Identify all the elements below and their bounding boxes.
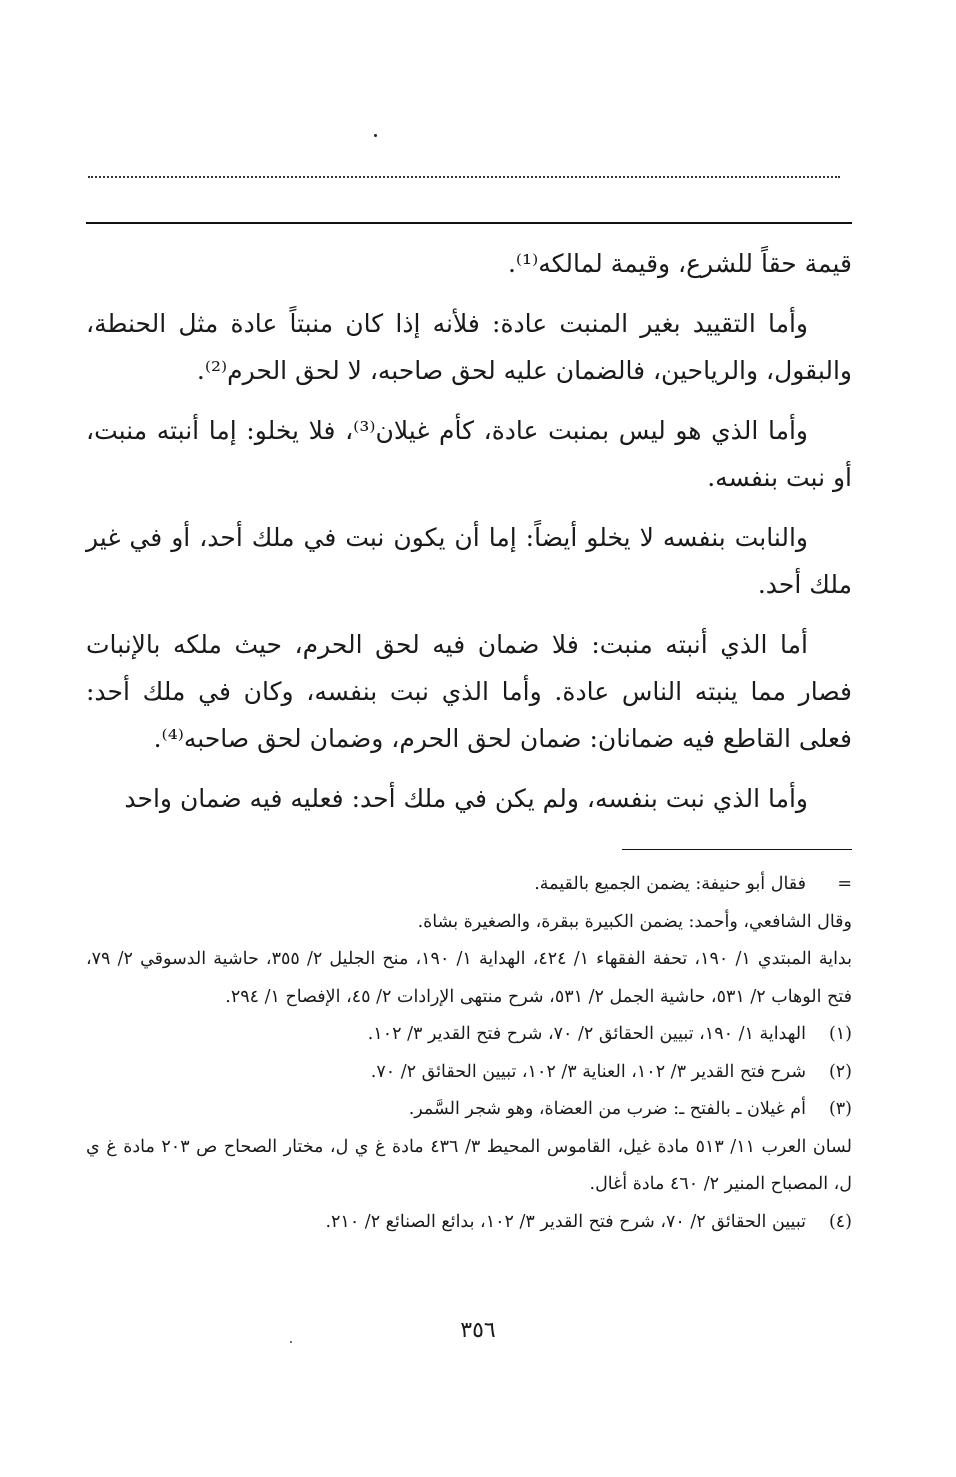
header-rule — [86, 222, 852, 224]
paragraph-4: والنابت بنفسه لا يخلو أيضاً: إما أن يكون نبت في ملك أحد، أو في غير ملك أحد. — [86, 523, 852, 599]
paragraph-3: وأما الذي هو ليس بمنبت عادة، كأم غيلان⁽³⁾، فلا يخلو: إما أنبته منبت، أو نبت بنفسه. — [86, 416, 852, 492]
footnote-text: وقال الشافعي، وأحمد: يضمن الكبيرة ببقرة، والصغيرة بشاة. — [417, 911, 852, 932]
footnote-text: أم غيلان ـ بالفتح ـ: ضرب من العضاة، وهو شجر السَّمر. — [408, 1099, 806, 1119]
paragraph-1: قيمة حقاً للشرع، وقيمة لمالكه⁽¹⁾. — [507, 249, 852, 278]
footnote-text: بداية المبتدي ١/ ١٩٠، تحفة الفقهاء ١/ ٤٢٤، الهداية ١/ ١٩٠، منح الجليل ٢/ ٣٥٥، حاشية الدسوقي ٢/ ٧٩، فتح الوهاب ٢/ ٥٣١، حاشية الجمل ٢/ ٥٣١، شرح منتهى الإرادات ٢/ ٤٥، الإفصاح ١/ ٢٩٤. — [86, 949, 852, 1007]
stray-dot — [290, 1341, 292, 1343]
footnote-text: فقال أبو حنيفة: يضمن الجميع بالقيمة. — [534, 874, 806, 894]
dotted-separator — [88, 176, 840, 178]
footnotes — [86, 866, 852, 1241]
paragraph-2: وأما التقييد بغير المنبت عادة: فلأنه إذا كان منبتاً عادة مثل الحنطة، والبقول، والرياحين، فالضمان عليه لحق صاحبه، لا لحق الحرم⁽²⁾. — [86, 309, 852, 385]
footnote-4 — [86, 1204, 852, 1242]
footnote-marker: (٣) — [828, 1099, 852, 1119]
footnote-marker: (٢) — [828, 1061, 852, 1082]
footnote-2 — [86, 1054, 852, 1092]
footnote-separator — [622, 849, 852, 850]
paragraph-5: أما الذي أنبته منبت: فلا ضمان فيه لحق الحرم، حيث ملكه بالإنبات فصار مما ينبته الناس عادة. وأما الذي نبت بنفسه، وكان في ملك أحد: فعلى القاطع فيه ضمانان: ضمان لحق الحرم، وضمان لحق صاحبه⁽⁴⁾. — [86, 630, 852, 753]
paragraph-6: وأما الذي نبت بنفسه، ولم يكن في ملك أحد: فعليه فيه ضمان واحد — [124, 784, 808, 813]
continuation-marker: = — [837, 874, 852, 894]
footnote-text: الهداية ١/ ١٩٠، تبيين الحقائق ٢/ ٧٠، شرح فتح القدير ٣/ ١٠٢. — [367, 1024, 806, 1044]
footnote-3 — [86, 1091, 852, 1129]
footnote-marker: (١) — [828, 1024, 852, 1044]
footnote-text: لسان العرب ١١/ ٥١٣ مادة غيل، القاموس المحيط ٣/ ٤٣٦ مادة غ ي ل، مختار الصحاح ص ٢٠٣ مادة غ ي ل، المصباح المنير ٢/ ٤٦٠ مادة أغال. — [86, 1136, 852, 1194]
footnote-marker: (٤) — [828, 1211, 852, 1232]
footnote-1 — [86, 1016, 852, 1054]
footnote-continued — [86, 866, 852, 904]
page-number: ٣٥٦ — [460, 1318, 496, 1343]
footnote-text: شرح فتح القدير ٣/ ١٠٢، العناية ٣/ ١٠٢، تبيين الحقائق ٢/ ٧٠. — [370, 1061, 806, 1082]
footnote-text: تبيين الحقائق ٢/ ٧٠، شرح فتح القدير ٣/ ١٠٢، بدائع الصنائع ٢/ ٢١٠. — [325, 1211, 806, 1232]
stray-dot — [374, 134, 377, 137]
main-text — [86, 240, 852, 835]
